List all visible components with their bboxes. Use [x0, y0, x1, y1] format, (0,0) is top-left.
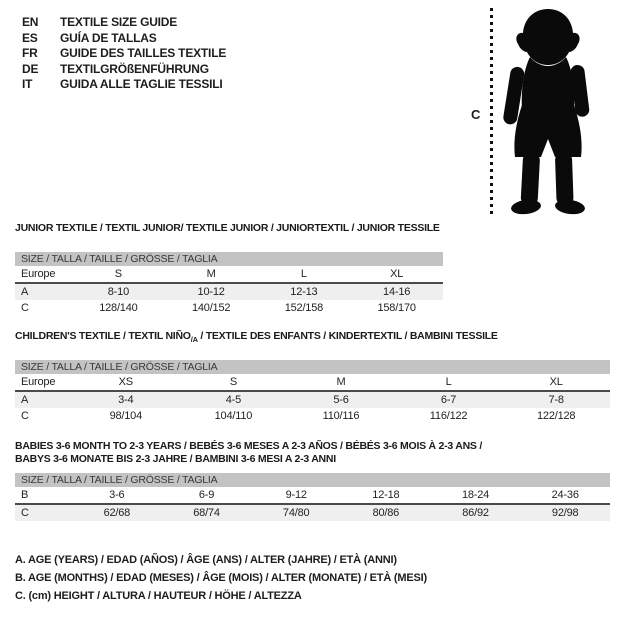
- size-table-children: [15, 330, 610, 424]
- table-row-age: [15, 392, 610, 408]
- size-cell: 104/110: [214, 410, 253, 423]
- size-cell: 74/80: [282, 507, 310, 519]
- table-title: BABIES 3-6 MONTH TO 2-3 YEARS / BEBÉS 3-6 MESES A 2-3 AÑOS / BÉBÉS 3-6 MOIS À 2-3 ANS / BABYS 3-6 MONATE BIS 2-3 JAHRE / BAMBINI 3-6 MESI A 2-3 ANNI: [15, 440, 483, 465]
- size-cell: 128/140: [99, 302, 138, 314]
- language-row: [22, 31, 226, 47]
- size-cell: 10-12: [197, 286, 225, 298]
- size-cell: 110/116: [322, 410, 360, 423]
- size-cell: XL: [549, 376, 563, 389]
- height-dotted-line: [490, 8, 493, 214]
- size-cell: L: [300, 268, 307, 280]
- size-cell: 122/128: [536, 410, 576, 423]
- legend-line-c: C. (cm) HEIGHT / ALTURA / HAUTEUR / HÖHE / ALTEZZA: [15, 590, 302, 602]
- size-cell: 8-10: [107, 286, 129, 298]
- language-row: [22, 15, 226, 31]
- size-cell: 24-36: [551, 489, 579, 501]
- table-row-height: [15, 505, 610, 521]
- size-cell: S: [114, 268, 122, 280]
- size-cell: 3-6: [109, 489, 125, 501]
- row-label: C: [21, 410, 29, 423]
- size-cell: 6-9: [198, 489, 215, 501]
- language-label: GUIDA ALLE TAGLIE TESSILI: [60, 77, 223, 91]
- size-table-junior: [15, 222, 443, 316]
- size-cell: 6-7: [440, 394, 457, 407]
- table-row-height: [15, 408, 610, 424]
- size-cell: 152/158: [284, 302, 324, 314]
- table-row-age: [15, 284, 443, 300]
- row-label: Europe: [21, 376, 56, 389]
- height-measure-label: C: [471, 107, 481, 122]
- language-code: ES: [22, 30, 38, 45]
- row-label: A: [21, 286, 29, 298]
- table-row-europe: [15, 266, 443, 284]
- size-cell: 98/104: [109, 410, 143, 423]
- size-cell: 92/98: [551, 507, 579, 519]
- size-cell: 14-16: [383, 286, 411, 298]
- size-header-band: SIZE / TALLA / TAILLE / GRÖSSE / TAGLIA: [15, 473, 610, 487]
- legend-line-b: B. AGE (MONTHS) / EDAD (MESES) / ÂGE (MOIS) / ALTER (MONATE) / ETÀ (MESI): [15, 572, 427, 584]
- table-title: JUNIOR TEXTILE / TEXTIL JUNIOR/ TEXTILE JUNIOR / JUNIORTEXTIL / JUNIOR TESSILE: [15, 222, 440, 234]
- baby-silhouette-icon: [498, 9, 598, 215]
- row-label: A: [21, 394, 29, 407]
- language-label: TEXTILGRÖßENFÜHRUNG: [60, 61, 209, 76]
- size-table-babies: [15, 440, 610, 521]
- size-cell: M: [336, 376, 346, 389]
- language-label: GUÍA DE TALLAS: [60, 30, 157, 45]
- language-row: [22, 77, 226, 93]
- language-code: FR: [22, 46, 38, 60]
- language-list: [22, 15, 226, 93]
- size-cell: 62/68: [103, 507, 131, 519]
- row-label: C: [21, 507, 29, 519]
- size-cell: 68/74: [193, 507, 220, 519]
- row-label: Europe: [21, 268, 56, 280]
- row-label: B: [21, 489, 29, 501]
- size-header-band: SIZE / TALLA / TAILLE / GRÖSSE / TAGLIA: [15, 360, 610, 374]
- size-cell: 86/92: [462, 507, 489, 519]
- row-label: C: [21, 302, 29, 314]
- size-cell: 140/152: [191, 302, 231, 314]
- table-row-height: [15, 300, 443, 316]
- size-cell: 158/170: [377, 302, 416, 314]
- size-cell: XL: [390, 268, 404, 280]
- size-cell: 7-8: [548, 394, 564, 407]
- size-cell: 9-12: [285, 489, 307, 501]
- size-cell: XS: [118, 376, 133, 389]
- legend-line-a: A. AGE (YEARS) / EDAD (AÑOS) / ÂGE (ANS) / ALTER (JAHRE) / ETÀ (ANNI): [15, 554, 397, 566]
- size-cell: 4-5: [225, 394, 242, 407]
- size-cell: 3-4: [118, 394, 134, 407]
- language-row: [22, 46, 226, 62]
- size-cell: M: [206, 268, 216, 280]
- size-cell: 116/122: [429, 410, 468, 423]
- size-cell: L: [445, 376, 452, 389]
- language-label: TEXTILE SIZE GUIDE: [60, 15, 178, 29]
- size-header-band: SIZE / TALLA / TAILLE / GRÖSSE / TAGLIA: [15, 252, 443, 266]
- size-cell: 12-13: [290, 286, 318, 298]
- size-cell: 18-24: [461, 489, 490, 501]
- language-code: EN: [22, 15, 39, 29]
- size-cell: S: [229, 376, 237, 389]
- language-code: IT: [22, 77, 33, 91]
- size-cell: 5-6: [333, 394, 349, 407]
- table-title: CHILDREN'S TEXTILE / TEXTIL $NIÑO_{/A}$ / TEXTILE DES ENFANTS / KINDERTEXTIL / BAMBINI TESSILE: [15, 330, 498, 345]
- table-row-europe: [15, 374, 610, 392]
- table-row-age-months: [15, 487, 610, 505]
- legend: [15, 551, 427, 605]
- language-label: GUIDE DES TAILLES TEXTILE: [60, 46, 227, 60]
- language-code: DE: [22, 61, 39, 76]
- size-cell: 12-18: [372, 489, 400, 501]
- size-cell: 80/86: [372, 507, 400, 519]
- language-row: [22, 62, 226, 78]
